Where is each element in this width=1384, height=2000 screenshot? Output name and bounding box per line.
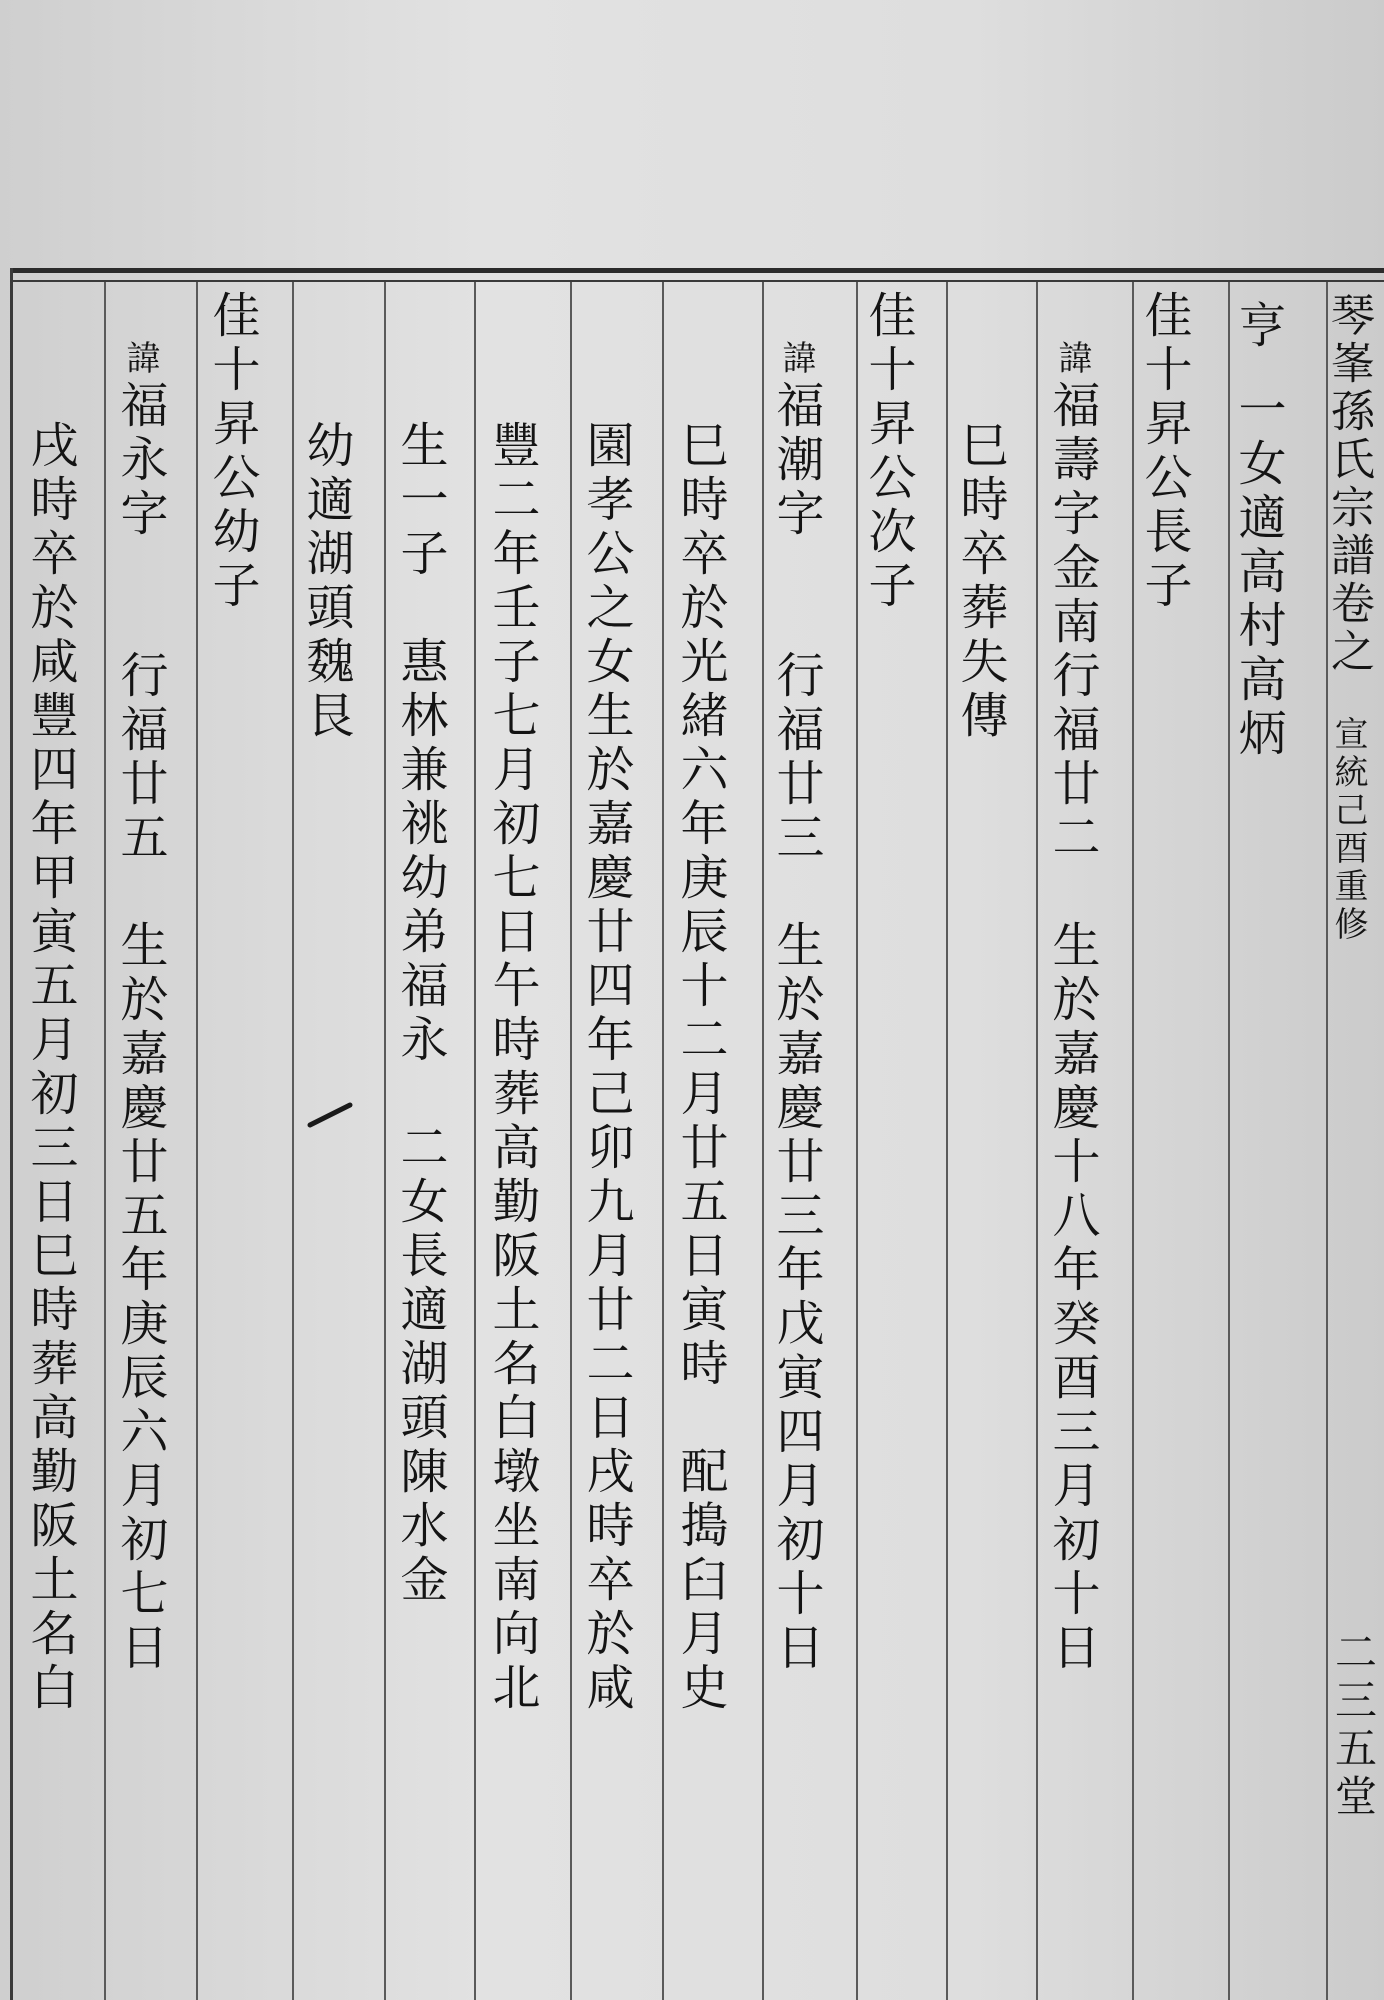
column-body: 福潮字 行福廿三 生於嘉慶廿三年戊寅四月初十日: [768, 380, 824, 1676]
hall-name: 堂: [1329, 1774, 1378, 1822]
text-column-12: [204, 290, 260, 614]
column-body: 一女適高村高炳: [1230, 384, 1286, 762]
column-body: 巳時卒葬失傳: [952, 420, 1008, 744]
column-divider: [384, 282, 386, 2000]
text-column-14: [22, 420, 78, 1716]
edition-note: 宣統己酉重修: [1328, 716, 1368, 944]
column-head: 佳十昇公長子: [1136, 290, 1192, 614]
top-border-rule: [10, 268, 1384, 273]
column-body: 生一子 惠林兼祧幼弟福永 二女長適湖頭陳水金: [392, 420, 448, 1608]
text-column-11: [298, 420, 354, 744]
column-divider: [104, 282, 106, 2000]
volume-label: 卷之: [1323, 580, 1374, 676]
text-column-8: [578, 420, 634, 1716]
book-title: 琴峯孫氏宗譜: [1323, 292, 1374, 580]
column-body: 豐二年壬子七月初七日午時葬高勤阪土名白墩坐南向北: [484, 420, 540, 1716]
column-divider: [1036, 282, 1038, 2000]
column-body: 戌時卒於咸豐四年甲寅五月初三日巳時葬高勤阪土名白: [22, 420, 78, 1716]
column-divider: [196, 282, 198, 2000]
column-body: 園孝公之女生於嘉慶廿四年己卯九月廿二日戌時卒於咸: [578, 420, 634, 1716]
column-divider: [474, 282, 476, 2000]
column-divider: [570, 282, 572, 2000]
column-body: 福壽字金南行福廿二 生於嘉慶十八年癸酉三月初十日: [1044, 380, 1100, 1676]
column-body: 幼適湖頭魏艮: [298, 420, 354, 744]
column-head: 佳十昇公幼子: [204, 290, 260, 614]
column-divider: [762, 282, 764, 2000]
column-divider: [662, 282, 664, 2000]
text-column-13: [112, 340, 168, 1676]
left-border-rule: [10, 268, 13, 2000]
column-body: 福永字 行福廿五 生於嘉慶廿五年庚辰六月初七日: [112, 380, 168, 1676]
column-divider: [1132, 282, 1134, 2000]
text-column-6: [768, 340, 824, 1676]
text-column-3: [1044, 340, 1100, 1676]
column-head: 亨: [1230, 300, 1286, 354]
page-number: 二三五: [1329, 1630, 1378, 1774]
column-head: 佳十昇公次子: [860, 290, 916, 614]
column-divider: [856, 282, 858, 2000]
column-head: 諱: [1052, 340, 1092, 380]
column-head: 諱: [120, 340, 160, 380]
text-column-7: [672, 420, 728, 1716]
top-border-rule-inner: [10, 280, 1384, 282]
text-column-2: [1136, 290, 1192, 614]
text-column-1: [1230, 300, 1286, 762]
text-column-10: [392, 420, 448, 1608]
column-head: 諱: [776, 340, 816, 380]
ink-tick-mark: [305, 1100, 355, 1130]
text-column-5: [860, 290, 916, 614]
page-number-margin: [1329, 1630, 1378, 1822]
column-body: 巳時卒於光緒六年庚辰十二月廿五日寅時 配搗臼月史: [672, 420, 728, 1716]
column-divider: [292, 282, 294, 2000]
column-divider: [946, 282, 948, 2000]
text-column-4: [952, 420, 1008, 744]
book-title-margin: [1323, 292, 1374, 944]
text-column-9: [484, 420, 540, 1716]
